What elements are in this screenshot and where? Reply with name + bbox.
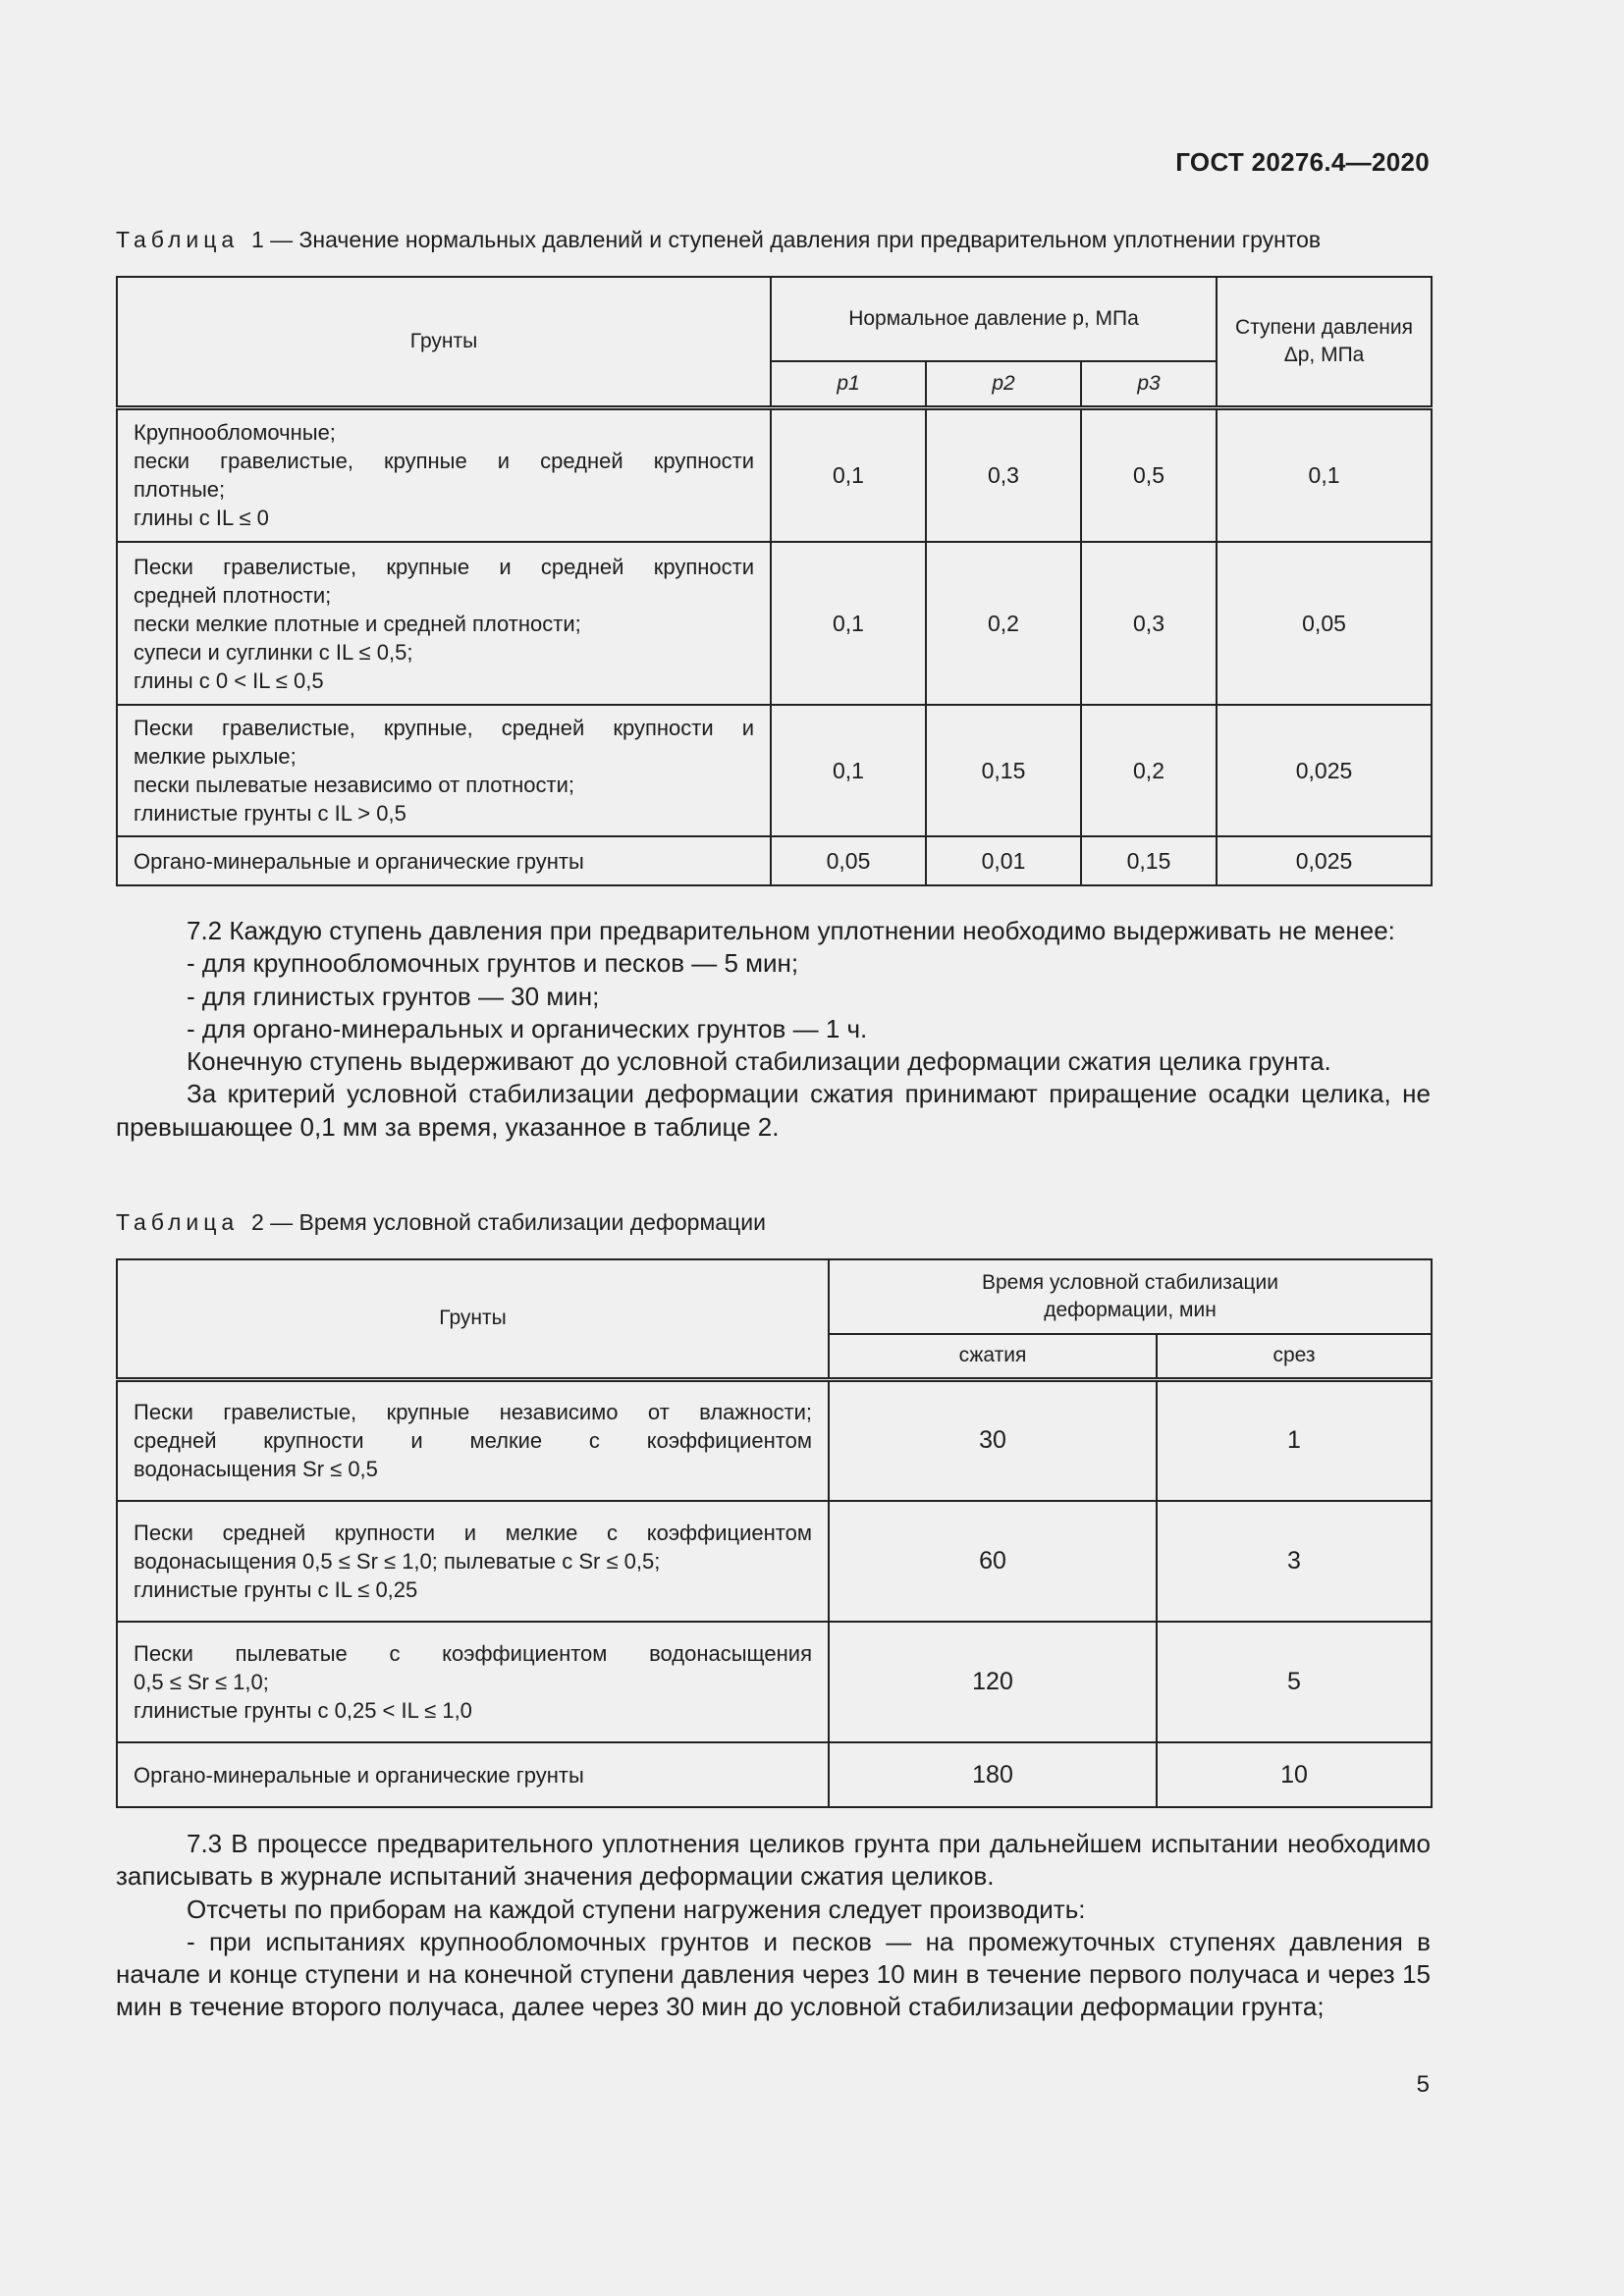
table1-row2-line4: супеси и суглинки с IL ≤ 0,5; <box>134 639 413 665</box>
table1-row1-line2: пески гравелистые, крупные и средней крупности <box>134 449 754 474</box>
table1-row4-line1: Органо-минеральные и органические грунты <box>134 848 584 874</box>
table1-head-p3 <box>1081 361 1217 407</box>
table1-row1-line4: глины с IL ≤ 0 <box>134 506 269 531</box>
table-row <box>117 407 1432 542</box>
table1-row3-p3: 0,2 <box>1081 705 1217 836</box>
table-row <box>117 836 1432 885</box>
table1-row2-soil <box>117 542 771 705</box>
section73-intro: 7.3 В процессе предварительного уплотнения целиков грунта при дальнейшем испытании необходимо записывать в журнале испытаний значения деформации сжатия целиков. <box>116 1829 1431 1892</box>
table2-row2-line3: глинистые грунты с IL ≤ 0,25 <box>134 1577 418 1602</box>
table2-head-time <box>829 1259 1432 1334</box>
table2-row2-line1: Пески средней крупности и мелкие с коэффициентом <box>134 1521 812 1545</box>
table1-row3-p2: 0,15 <box>926 705 1081 836</box>
table1-row2-line2: средней плотности; <box>134 582 332 608</box>
section-7-2 <box>116 915 1431 1144</box>
section72-bullet1: - для крупнообломочных грунтов и песков — 5 мин; <box>187 948 799 979</box>
table2-row4-soil <box>117 1742 829 1807</box>
table1-row1-soil <box>117 407 771 542</box>
table2-row1-shear: 1 <box>1157 1379 1432 1501</box>
table1-row1-line1: Крупнообломочные; <box>134 420 336 446</box>
table1-head-steps <box>1217 277 1432 407</box>
table1-row1-step: 0,1 <box>1217 407 1432 542</box>
section73-bullet: - при испытаниях крупнообломочных грунтов и песков — на промежуточных ступенях давления в начале и конце ступени и на конечной ступени давления через 10 мин в течение первого получаса и через 15 мин в течение второго получаса, далее через 30 мин до условной стабилизации деформации грунта; <box>116 1926 1431 2022</box>
table2-row4-line1: Органо-минеральные и органические грунты <box>134 1762 584 1788</box>
section-7-3 <box>116 1828 1431 2024</box>
table1-row4-p1: 0,05 <box>771 836 926 885</box>
table2-row1-soil <box>117 1379 829 1501</box>
table1-row4-p2: 0,01 <box>926 836 1081 885</box>
table1-row2-line3: пески мелкие плотные и средней плотности; <box>134 611 581 636</box>
table1-row3-p1: 0,1 <box>771 705 926 836</box>
table-row <box>117 1622 1432 1742</box>
table1-head-p1-text: p1 <box>837 371 860 395</box>
table1-row1-p3: 0,5 <box>1081 407 1217 542</box>
table-row <box>117 1742 1432 1807</box>
section72-criterion: За критерий условной стабилизации деформации сжатия принимают приращение осадки целика, не превышающее 0,1 мм за время, указанное в таблице 2. <box>116 1079 1431 1142</box>
table1-head-pressure-text: Нормальное давление p, МПа <box>848 307 1139 330</box>
section72-bullet2: - для глинистых грунтов — 30 мин; <box>187 981 600 1011</box>
table1-row1-p2: 0,3 <box>926 407 1081 542</box>
table2-row1-line2: средней крупности и мелкие с коэффициентом <box>134 1428 812 1454</box>
table1-head-p2 <box>926 361 1081 407</box>
table2-row2-shear: 3 <box>1157 1501 1432 1622</box>
table2-head-soil: Грунты <box>117 1259 829 1379</box>
table2-row3-line1: Пески пылеватые с коэффициентом водонасыщения <box>134 1641 812 1666</box>
table-row <box>117 1379 1432 1501</box>
table2-row1-line3: водонасыщения Sr ≤ 0,5 <box>134 1457 378 1482</box>
table2-row4-compression: 180 <box>829 1742 1157 1807</box>
table1-head-steps-text: Ступени давления Δp, МПа <box>1235 315 1414 366</box>
section72-bullet3: - для органо-минеральных и органических грунтов — 1 ч. <box>187 1013 868 1043</box>
table1-head-p2-text: p2 <box>992 371 1015 395</box>
table2-caption <box>116 1209 766 1236</box>
table1-caption <box>116 227 1321 253</box>
table2-caption-word: Таблица <box>116 1209 240 1235</box>
table2-row2-line2: водонасыщения 0,5 ≤ Sr ≤ 1,0; пылеватые с Sr ≤ 0,5; <box>134 1549 661 1574</box>
table2-row1-line1: Пески гравелистые, крупные независимо от влажности; <box>134 1400 812 1425</box>
table1-row3-line2: мелкие рыхлые; <box>134 744 297 769</box>
table1-head-p1 <box>771 361 926 407</box>
section73-readings: Отсчеты по приборам на каждой ступени нагружения следует производить: <box>187 1894 1086 1924</box>
table2 <box>116 1258 1433 1808</box>
table1-row3-line4: глинистые грунты с IL > 0,5 <box>134 801 406 826</box>
table1-row3-line3: пески пылеватые независимо от плотности; <box>134 773 574 797</box>
table1-row3-line1: Пески гравелистые, крупные, средней крупности и <box>134 716 754 740</box>
table2-row2-compression: 60 <box>829 1501 1157 1622</box>
table1-row1-line3: плотные; <box>134 477 226 503</box>
page-number: 5 <box>1416 2071 1430 2098</box>
table2-row3-shear: 5 <box>1157 1622 1432 1742</box>
table1 <box>116 276 1433 886</box>
table2-row2-soil <box>117 1501 829 1622</box>
table2-caption-text: 2 — Время условной стабилизации деформации <box>250 1209 766 1235</box>
section72-final-step: Конечную ступень выдерживают до условной стабилизации деформации сжатия целика грунта. <box>187 1046 1331 1077</box>
table2-head-compression: сжатия <box>829 1334 1157 1379</box>
table2-head-shear: срез <box>1157 1334 1432 1379</box>
table1-row2-line1: Пески гравелистые, крупные и средней крупности <box>134 554 754 579</box>
table2-row3-line2: 0,5 ≤ Sr ≤ 1,0; <box>134 1670 269 1694</box>
table1-row2-step: 0,05 <box>1217 542 1432 705</box>
table2-head-time-text: Время условной стабилизации деформации, мин <box>981 1271 1279 1321</box>
table1-caption-text: 1 — Значение нормальных давлений и ступеней давления при предварительном уплотнении грунтов <box>250 227 1322 252</box>
table1-row2-p2: 0,2 <box>926 542 1081 705</box>
document-code: ГОСТ 20276.4—2020 <box>1175 147 1430 177</box>
table2-row4-shear: 10 <box>1157 1742 1432 1807</box>
table-row <box>117 1501 1432 1622</box>
table1-row1-p1: 0,1 <box>771 407 926 542</box>
table1-row2-p3: 0,3 <box>1081 542 1217 705</box>
table-row <box>117 542 1432 705</box>
section72-intro: 7.2 Каждую ступень давления при предварительном уплотнении необходимо выдерживать не менее: <box>187 916 1395 945</box>
table1-row3-step: 0,025 <box>1217 705 1432 836</box>
table1-head-pressure <box>771 277 1217 361</box>
table2-row3-compression: 120 <box>829 1622 1157 1742</box>
table2-row1-compression: 30 <box>829 1379 1157 1501</box>
table2-row3-soil <box>117 1622 829 1742</box>
table-row <box>117 705 1432 836</box>
table1-row4-step: 0,025 <box>1217 836 1432 885</box>
table1-row3-soil <box>117 705 771 836</box>
table1-row2-p1: 0,1 <box>771 542 926 705</box>
table1-row4-p3: 0,15 <box>1081 836 1217 885</box>
table1-head-p3-text: p3 <box>1137 371 1161 395</box>
table2-row3-line3: глинистые грунты с 0,25 < IL ≤ 1,0 <box>134 1698 472 1723</box>
table1-row4-soil <box>117 836 771 885</box>
table1-head-soil: Грунты <box>117 277 771 407</box>
table1-row2-line5: глины с 0 < IL ≤ 0,5 <box>134 667 324 693</box>
table1-caption-word: Таблица <box>116 227 240 252</box>
